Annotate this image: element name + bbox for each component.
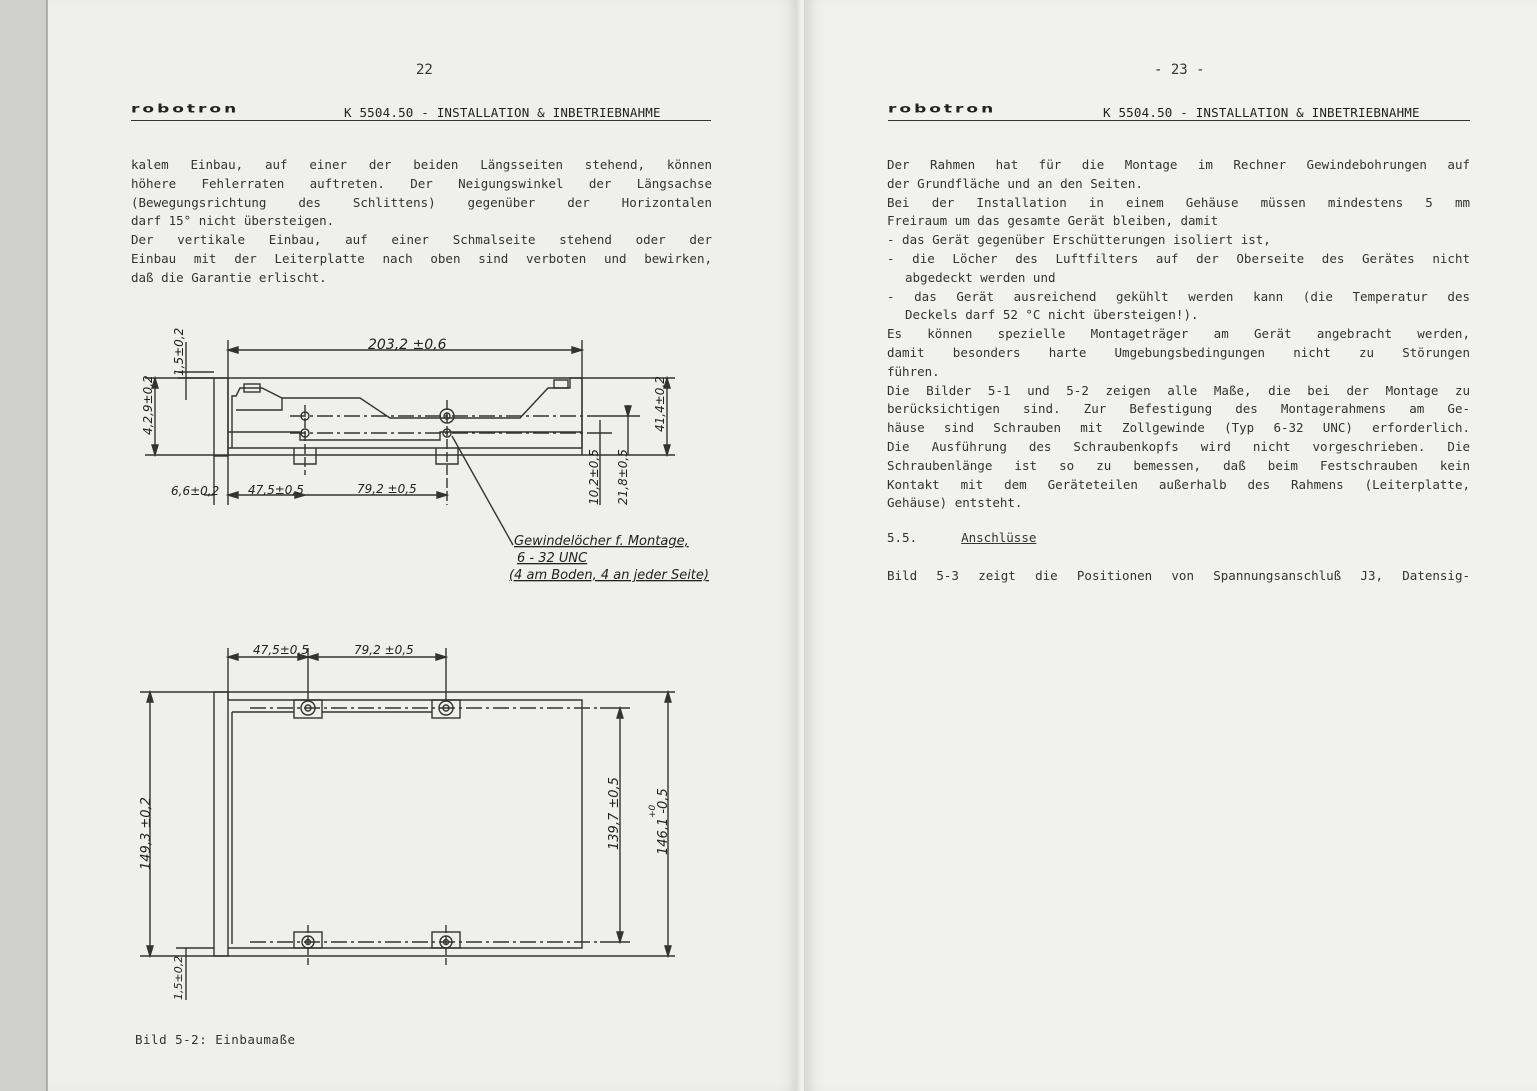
text-line: Der vertikale Einbau, auf einer Schmalseite stehend oder der <box>131 232 712 248</box>
dim-depth-inner-label: 139,7 ±0,5 <box>607 777 622 850</box>
mounting-note-line3: (4 am Boden, 4 an jeder Seite) <box>509 568 709 583</box>
dim-bottom-hole1-label: 47,5±0,5 <box>253 643 309 657</box>
text-line: berücksichtigen sind. Zur Befestigung des Montagerahmens am Ge- <box>887 401 1470 417</box>
text-line: häuse sind Schrauben mit Zollgewinde (Typ 6-32 UNC) erforderlich. <box>887 420 1470 436</box>
mounting-note-line2: 6 - 32 UNC <box>517 551 588 566</box>
text-line: Der Rahmen hat für die Montage im Rechner Gewindebohrungen auf <box>887 157 1470 172</box>
left-header-title: K 5504.50 - INSTALLATION & INBETRIEBNAHME <box>344 105 661 120</box>
section-number: 5.5. <box>887 530 918 545</box>
text-line: höhere Fehlerraten auftreten. Der Neigungswinkel der Längsachse <box>131 175 712 191</box>
section-body-text <box>887 567 1470 586</box>
text-line: - das Gerät ausreichend gekühlt werden kann (die Temperatur des <box>887 288 1470 304</box>
dim-left-offset-label: 6,6±0,2 <box>171 484 220 498</box>
figure-caption: Bild 5-2: Einbaumaße <box>135 1032 296 1047</box>
right-header-title: K 5504.50 - INSTALLATION & INBETRIEBNAHME <box>1103 105 1420 120</box>
text-line: Bei der Installation in einem Gehäuse müssen mindestens 5 mm <box>887 194 1470 210</box>
dim-hole-height1-label: 10,2±0,5 <box>587 449 601 505</box>
text-line: abgedeckt werden und <box>905 269 1056 285</box>
mounting-note-line1: Gewindelöcher f. Montage, <box>514 534 689 549</box>
text-line: Deckels darf 52 °C nicht übersteigen!). <box>905 307 1199 323</box>
dim-hole-spacing-label: 79,2 ±0,5 <box>357 482 417 496</box>
section-title: Anschlüsse <box>961 530 1037 545</box>
text-line: Gehäuse) entsteht. <box>887 495 1023 511</box>
text-line: Bild 5-3 zeigt die Positionen von Spannungsanschluß J3, Datensig- <box>887 568 1470 583</box>
text-line: - die Löcher des Luftfilters auf der Oberseite des Gerätes nicht <box>887 250 1470 266</box>
right-body-text <box>887 156 1470 513</box>
dim-depth-right-tolerance: +0 <box>648 804 658 818</box>
dim-width-label: 203,2 ±0,6 <box>368 337 447 353</box>
text-line: damit besonders harte Umgebungsbedingungen nicht zu Störungen <box>887 344 1470 360</box>
text-line: Schraubenlänge ist so zu bemessen, daß beim Festschrauben kein <box>887 457 1470 473</box>
text-line: - das Gerät gegenüber Erschütterungen isoliert ist, <box>887 232 1271 248</box>
dim-depth-left-label: 149,3 ±0,2 <box>139 797 154 870</box>
text-line: kalem Einbau, auf einer der beiden Längsseiten stehend, können <box>131 157 712 172</box>
left-page-number: 22 <box>416 62 433 78</box>
left-header-logo: robotron <box>131 102 240 116</box>
text-line: Die Ausführung des Schraubenkopfs wird nicht vorgeschrieben. Die <box>887 438 1470 454</box>
dim-depth-right-label: 146,1 -0,5 <box>656 788 671 855</box>
dim-height-left-label: 4,2,9±0,2 <box>141 375 155 435</box>
text-line: Einbau mit der Leiterplatte nach oben sind verboten und bewirken, <box>131 250 712 266</box>
right-header-logo: robotron <box>888 102 997 116</box>
text-line: Kontakt mit dem Geräteteilen außerhalb des Rahmens (Leiterplatte, <box>887 476 1470 492</box>
dim-bottom-thickness-label: 1,5±0,2 <box>172 955 185 1000</box>
text-line: darf 15° nicht übersteigen. <box>131 213 335 229</box>
text-line: Die Bilder 5-1 und 5-2 zeigen alle Maße, die bei der Montage zu <box>887 382 1470 398</box>
right-page-number: - 23 - <box>1154 62 1205 78</box>
dim-height-right-label: 41,4±0,2 <box>653 376 667 432</box>
dim-top-thickness-label: 1,5±0,2 <box>172 327 186 376</box>
right-header-rule <box>888 120 1470 121</box>
text-line: der Grundfläche und an den Seiten. <box>887 175 1143 191</box>
text-line: Es können spezielle Montageträger am Gerät angebracht werden, <box>887 326 1470 342</box>
dim-hole-height2-label: 21,8±0,5 <box>616 449 630 505</box>
section-heading <box>887 530 1036 545</box>
text-line: (Bewegungsrichtung des Schlittens) gegenüber der Horizontalen <box>131 194 712 210</box>
text-line: daß die Garantie erlischt. <box>131 269 327 285</box>
dim-bottom-hole-spacing-label: 79,2 ±0,5 <box>354 643 414 657</box>
text-line: führen. <box>887 363 940 379</box>
dim-hole1-label: 47,5±0,5 <box>248 483 304 497</box>
text-line: Freiraum um das gesamte Gerät bleiben, damit <box>887 213 1219 229</box>
